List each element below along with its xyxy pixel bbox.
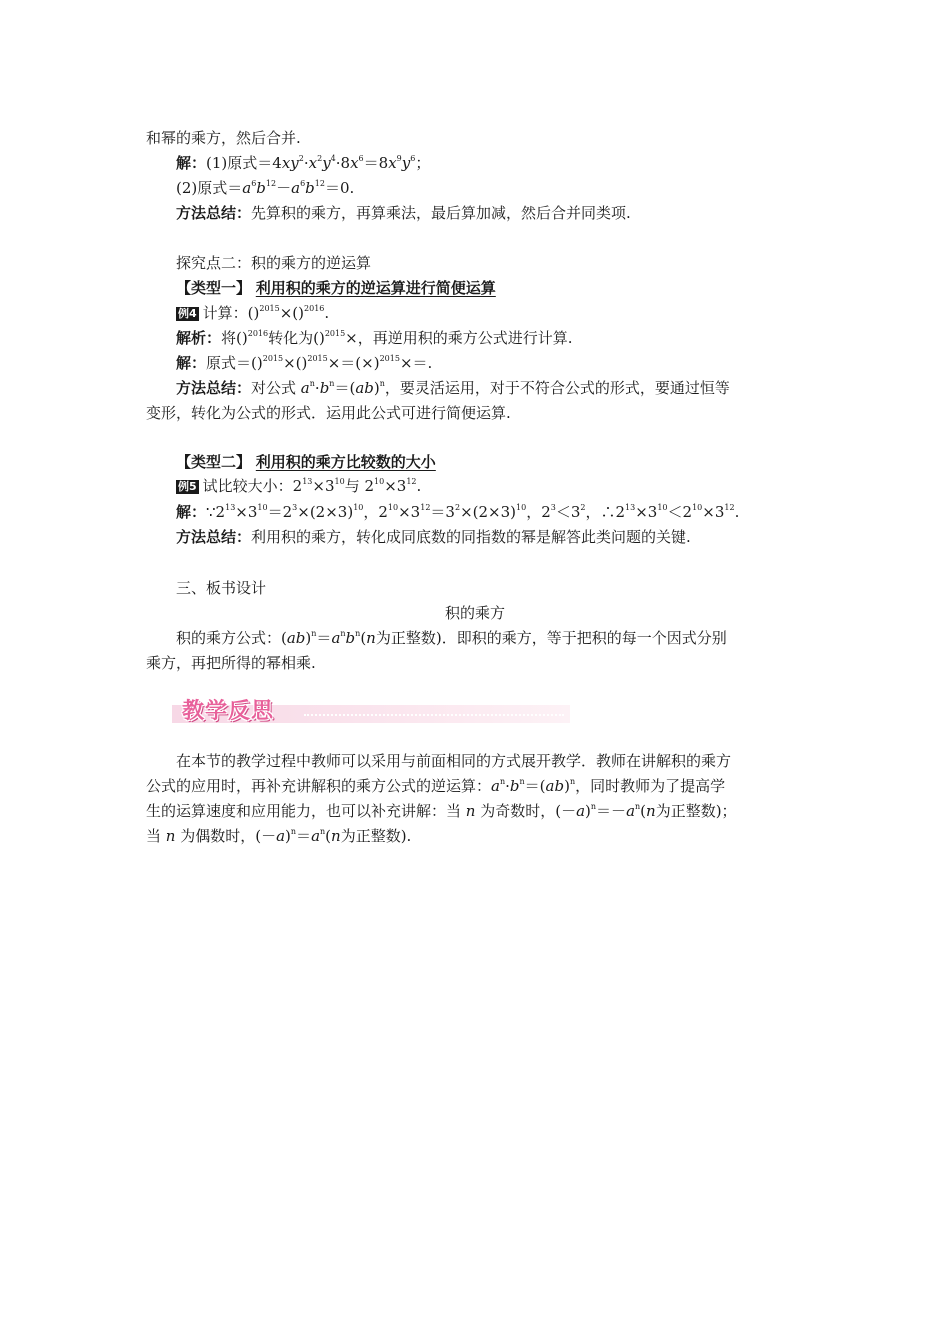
type1-heading: 【类型一】 利用积的乘方的逆运算进行简便运算 [176,279,496,297]
example4-solution: 解：原式$=()^{2015}\times()^{2015}\times=(\times)^{2015}\times=$. [176,354,433,372]
ex3-solution-2: (2)原式$=a^6b^{12}-a^6b^{12}=0$. [176,179,355,197]
example4-question: 例4 计算：()$^{2015}$×()$^{2016}$. [178,304,330,322]
reflection-line-4: 当 n 为偶数时，$(-a)^n=a^n(n$为正整数). [146,827,412,845]
banner-dots [304,714,564,716]
example-badge: 例4 [178,307,197,320]
intro-line: 和幂的乘方，然后合并. [146,129,301,147]
reflection-line-2: 公式的应用时，再补充讲解积的乘方公式的逆运算：$a^n\cdot b^n=(ab)^n$，同时教师为了提高学 [146,777,726,795]
example-badge: 例5 [178,480,197,493]
example5-solution: 解：$\because 2^{13}\times 3^{10}=2^3\times(2\times 3)^{10}$，$2^{10}\times 3^{12}=3^2\times(2\times 3)^{10}$，$2^3<3^2$，$\therefore 2^{13}\times 3^{10}<2^{10}\times 3^{12}$. [176,503,740,521]
example5-question: 例5 试比较大小：$2^{13}\times 3^{10}$与 $2^{10}\times 3^{12}$. [178,477,422,495]
reflection-banner [172,697,570,729]
reflection-line-3: 生的运算速度和应用能力，也可以补充讲解：当 n 为奇数时，$(-a)^n=-a^n(n$为正整数)； [146,802,737,820]
example5-summary: 方法总结：利用积的乘方，转化成同底数的同指数的幂是解答此类问题的关键. [176,528,691,546]
board-title: 积的乘方 [444,604,505,622]
example4-summary: 方法总结：对公式 $a^n\cdot b^n=(ab)^n$，要灵活运用，对于不符合公式的形式，要通过恒等 [176,379,730,397]
ex3-summary: 方法总结：先算积的乘方，再算乘法，最后算加减，然后合并同类项. [176,204,631,222]
section3-title: 三、板书设计 [176,579,267,597]
example4-analysis: 解析：将()$^{2016}$转化为()$^{2015}$×，再逆用积的乘方公式进行计算. [176,329,573,347]
example4-summary-line2: 变形，转化为公式的形式．运用此公式可进行简便运算. [146,404,511,422]
board-formula-line2: 乘方，再把所得的幂相乘. [146,654,316,672]
type2-heading: 【类型二】 利用积的乘方比较数的大小 [176,453,436,471]
section2-title: 探究点二：积的乘方的逆运算 [176,254,372,272]
ex3-solution-1: 解：(1)原式$=4xy^2\cdot x^2y^4\cdot 8x^6=8x^9y^6$； [176,154,431,172]
board-formula-line: 积的乘方公式：$(ab)^n=a^nb^n(n$为正整数)．即积的乘方，等于把积的每一个因式分别 [176,629,727,647]
reflection-line-1: 在本节的教学过程中教师可以采用与前面相同的方式展开教学．教师在讲解积的乘方 [176,752,732,770]
reflection-title: 教学反思 [182,699,275,724]
